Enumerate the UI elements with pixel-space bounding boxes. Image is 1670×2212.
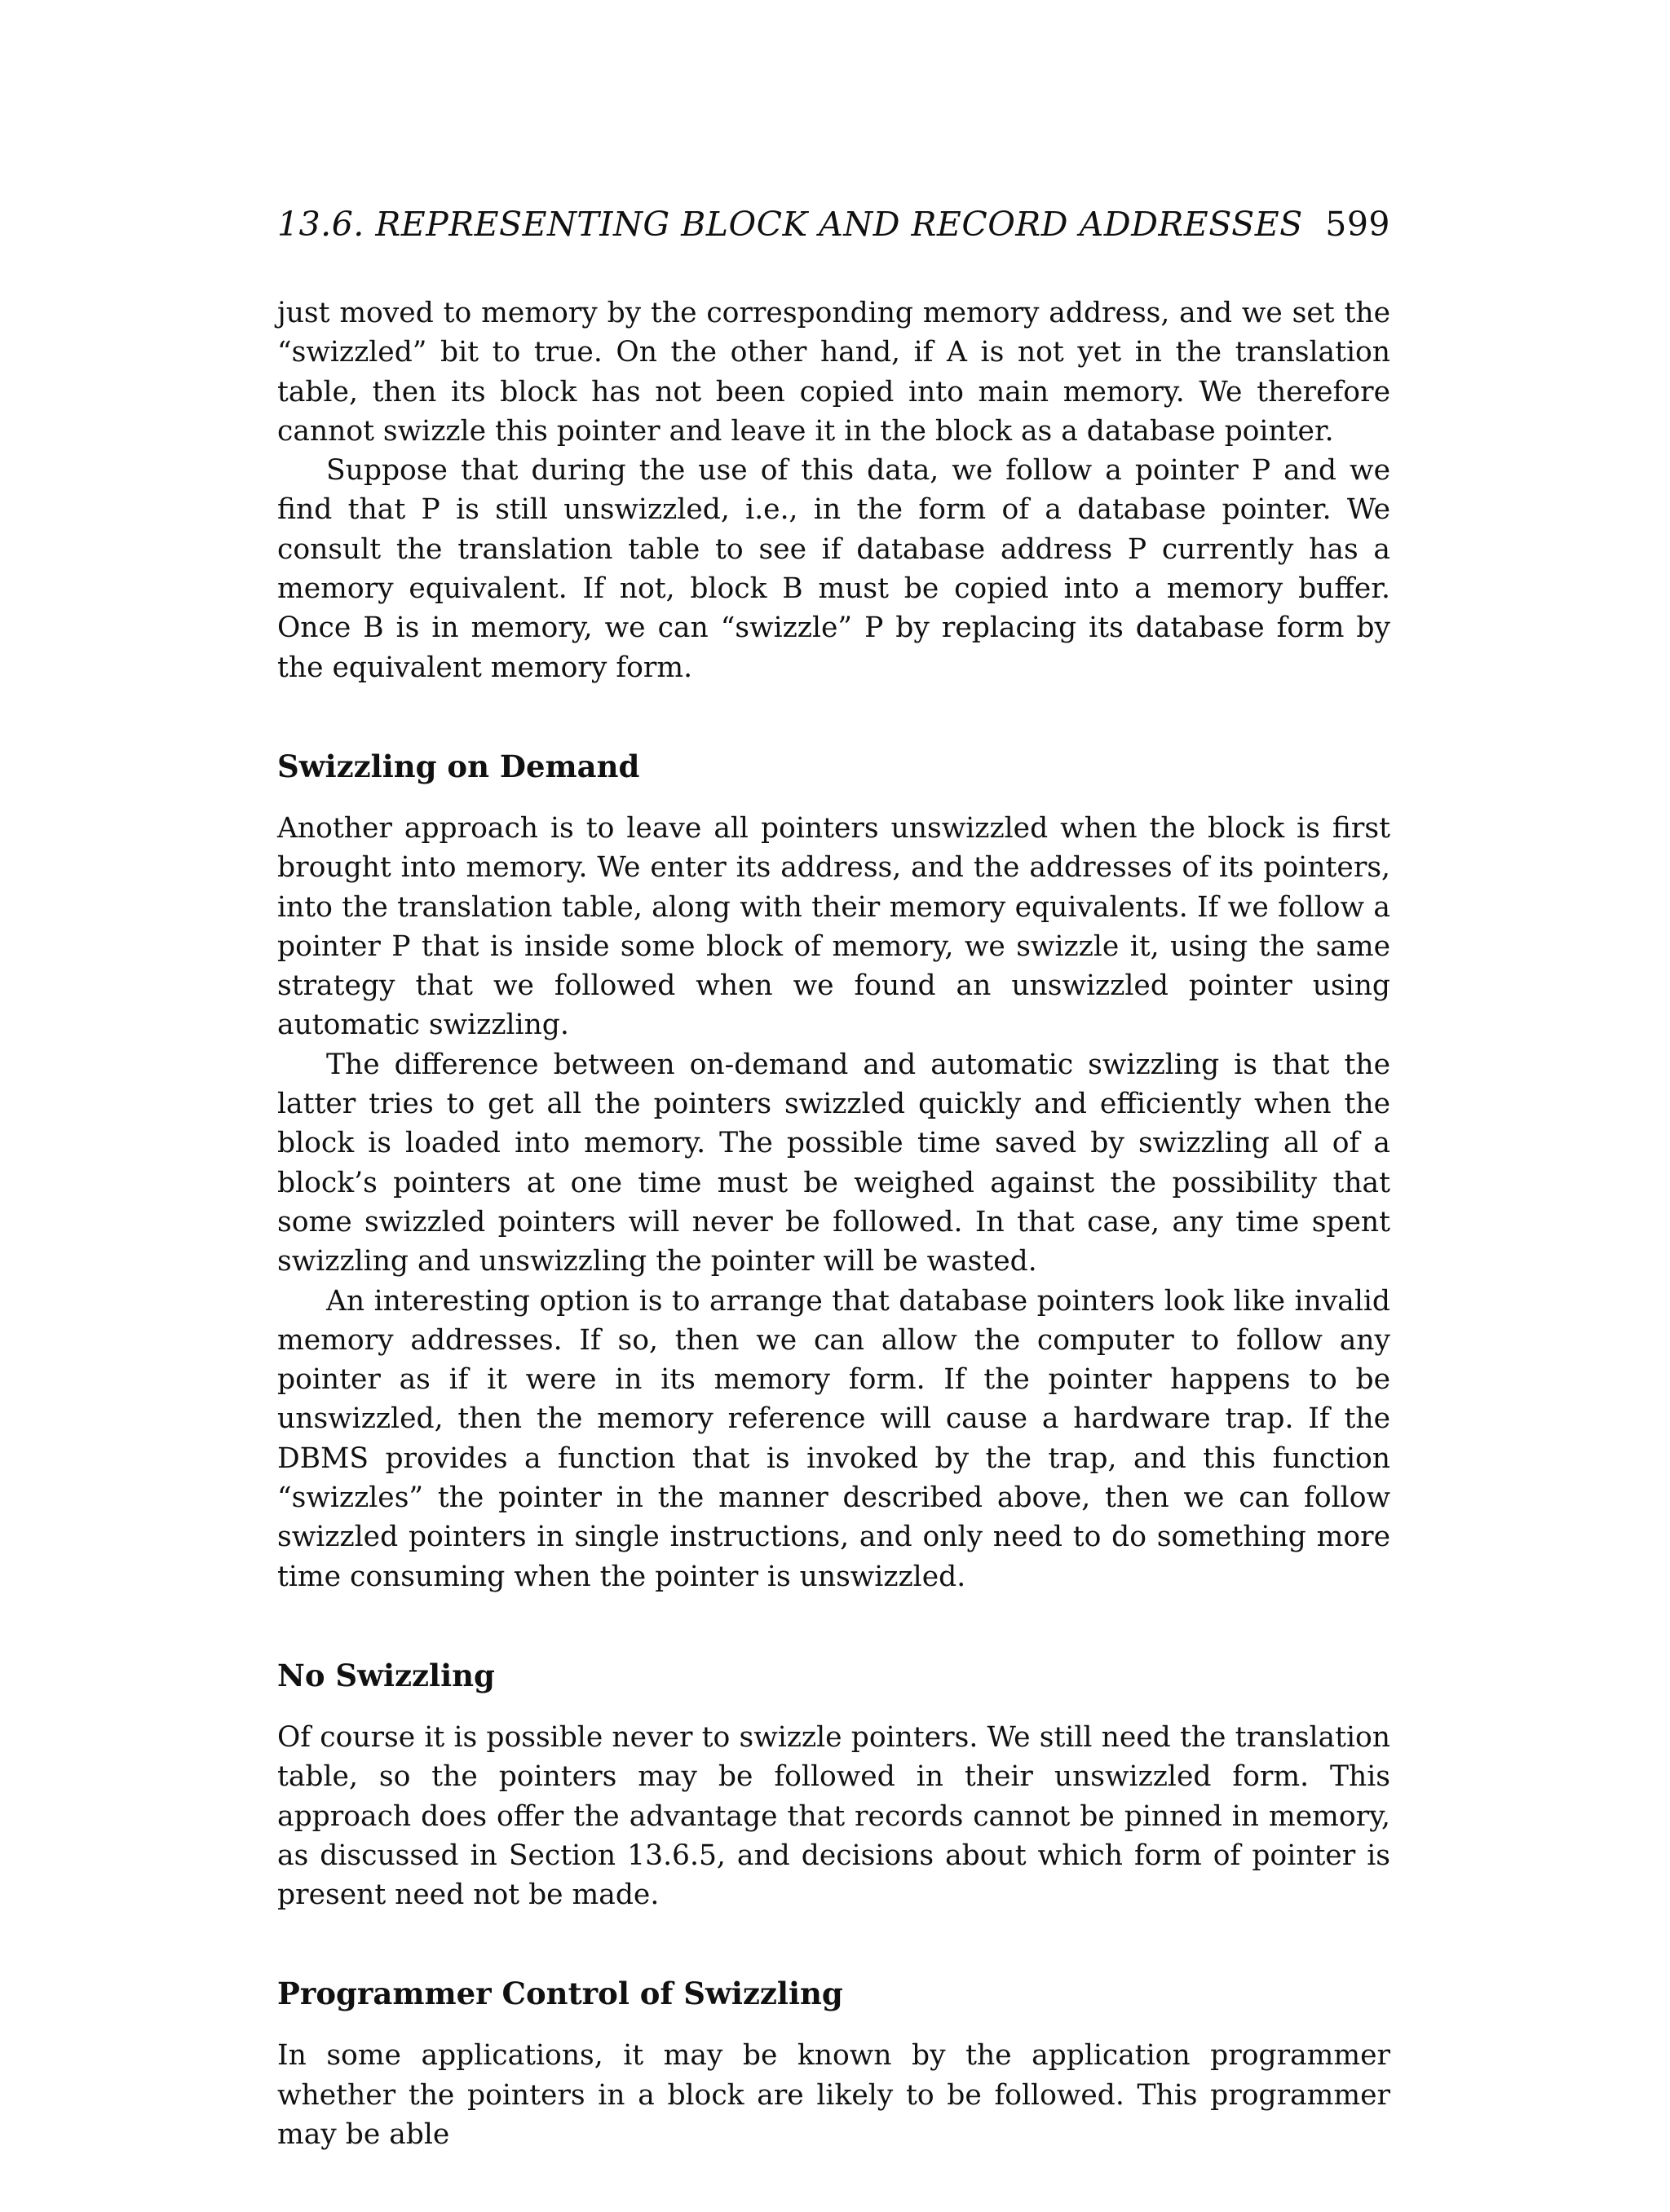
paragraph-follow-pointer: Suppose that during the use of this data, we follow a pointer P and we find that P is still unswizzled, i.e., in the form of a database pointer. We consult the translation table to see if database address P currently has a memory equivalent. If not, block B must be copied into a memory buffer. Once B is in memory, we can “swizzle” P by replacing its database form by the equivalent memory form.: [277, 454, 1390, 684]
paragraph-on-demand-approach: Another approach is to leave all pointers unswizzled when the block is first brought into memory. We enter its address, and the addresses of its pointers, into the translation table, along with their memory equivalents. If we follow a pointer P that is inside some block of memory, we swizzle it, using the same strategy that we followed when we found an unswizzled pointer using automatic swizzling.: [277, 811, 1390, 1042]
section-title: 13.6. REPRESENTING BLOCK AND RECORD ADDRESSES: [277, 205, 1303, 244]
heading-programmer-control: Programmer Control of Swizzling: [277, 1976, 843, 2012]
paragraph-invalid-addresses: An interesting option is to arrange that database pointers look like invalid memory addresses. If so, then we can allow the computer to follow any pointer as if it were in its memory form. If the pointer happens to be unswizzled, then the memory reference will cause a hardware trap. If the DBMS provides a function that is invoked by the trap, and this function “swizzles” the pointer in the manner described above, then we can follow swizzled pointers in single instructions, and only need to do something more time consuming when the pointer is unswizzled.: [277, 1284, 1390, 1593]
paragraph-programmer-control: In some applications, it may be known by the application programmer whether the pointers in a block are likely to be followed. This programmer may be able: [277, 2039, 1390, 2151]
paragraph-continued: just moved to memory by the corresponding memory address, and we set the “swizzled” bit to true. On the other hand, if A is not yet in the translation table, then its block has not been copied into main memory. We therefore cannot swizzle this pointer and leave it in the block as a database pointer.: [277, 297, 1390, 448]
heading-no-swizzling: No Swizzling: [277, 1657, 495, 1693]
running-header: [277, 196, 1390, 253]
page-number: 599: [1325, 205, 1390, 244]
paragraph-on-demand-vs-automatic: The difference between on-demand and automatic swizzling is that the latter tries to get all the pointers swizzled quickly and efficiently when the block is loaded into memory. The possible time saved by swizzling all of a block’s pointers at one time must be weighed against the possibility that some swizzled pointers will never be followed. In that case, any time spent swizzling and unswizzling the pointer will be wasted.: [277, 1048, 1390, 1278]
paragraph-no-swizzling: Of course it is possible never to swizzle pointers. We still need the translation table, so the pointers may be followed in their unswizzled form. This approach does offer the advantage that records cannot be pinned in memory, as discussed in Section 13.6.5, and decisions about which form of pointer is present need not be made.: [277, 1720, 1390, 1912]
book-page: [277, 196, 1390, 2154]
body-text: [277, 294, 1390, 2154]
heading-swizzling-on-demand: Swizzling on Demand: [277, 748, 640, 784]
